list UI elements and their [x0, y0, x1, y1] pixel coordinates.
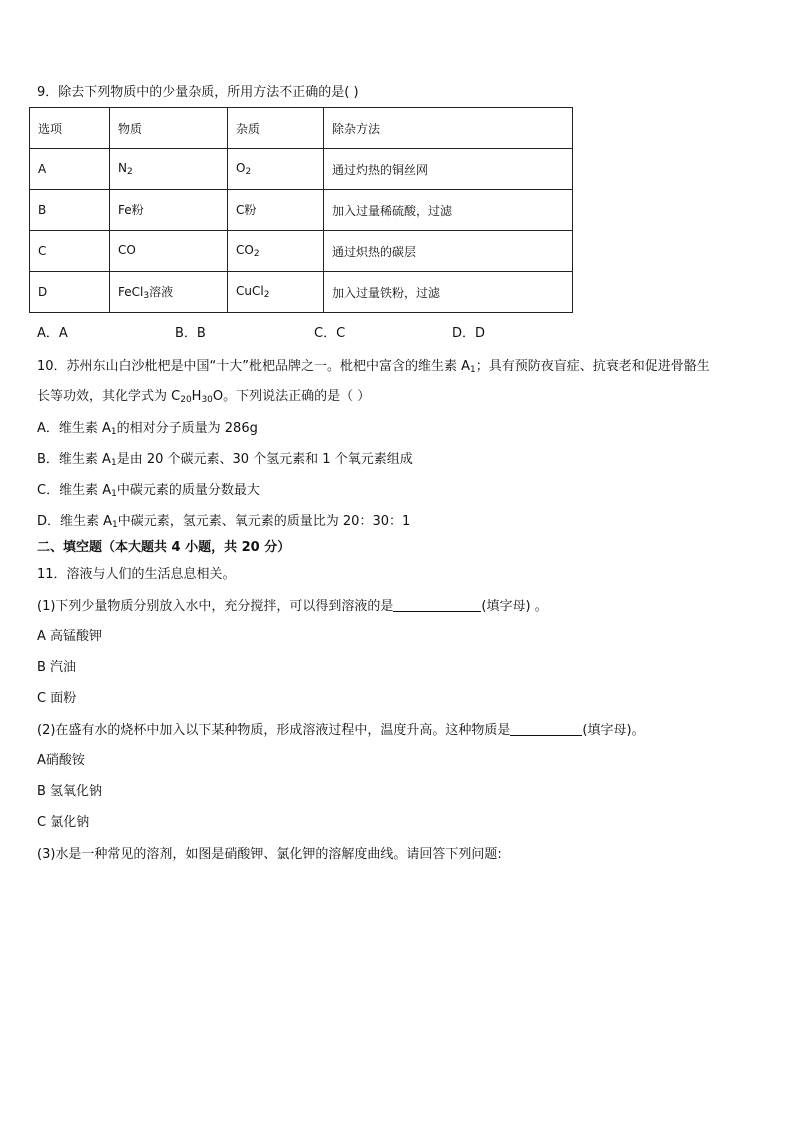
table-row — [30, 231, 573, 272]
q11-part2-option-a: A硝酸铵 — [37, 753, 85, 768]
table-row — [30, 190, 573, 231]
q9-table — [29, 107, 573, 313]
choice-d: D．D — [452, 326, 486, 341]
q10-option-b: B．维生素 $A_1$是由 20 个碳元素、30 个氢元素和 1 个氧元素组成 — [37, 452, 413, 468]
q11-stem: 11．溶液与人们的生活息息相关。 — [37, 567, 236, 582]
row-option: D — [30, 272, 110, 313]
choice-a: A．A — [37, 326, 68, 341]
row-substance: Fe粉 — [110, 190, 228, 231]
row-method: 通过炽热的碳层 — [324, 231, 573, 272]
q9-stem: 9．除去下列物质中的少量杂质，所用方法不正确的是( ) — [37, 85, 359, 100]
q10-option-c: C．维生素 $A_1$中碳元素的质量分数最大 — [37, 483, 260, 499]
q11-part1: (1)下列少量物质分别放入水中，充分搅拌，可以得到溶液的是 (填字母) 。 — [37, 599, 548, 614]
row-method: 加入过量铁粉，过滤 — [324, 272, 573, 313]
answer-blank[interactable] — [393, 597, 481, 612]
header-method: 除杂方法 — [324, 108, 573, 149]
choice-c: C．C — [314, 326, 346, 341]
q10-line1: 10．苏州东山白沙枇杷是中国“十大”枇杷品牌之一。枇杷中富含的维生素 $A_1$；具有预防夜盲症、抗衰老和促进骨骼生 — [37, 359, 710, 375]
table-row — [30, 149, 573, 190]
row-option: C — [30, 231, 110, 272]
row-substance: $N_2$ — [110, 149, 228, 190]
answer-blank[interactable] — [510, 721, 582, 736]
row-impurity: $O_2$ — [228, 149, 324, 190]
row-substance: FeCl$_3$溶液 — [110, 272, 228, 313]
header-option: 选项 — [30, 108, 110, 149]
q11-part1-option-a: A 高锰酸钾 — [37, 629, 103, 644]
section-heading: 二、填空题（本大题共 4 小题，共 20 分） — [37, 540, 291, 555]
row-impurity: CuCl$_2$ — [228, 272, 324, 313]
q10-option-a: A．维生素 $A_1$的相对分子质量为 286g — [37, 421, 258, 437]
row-option: B — [30, 190, 110, 231]
row-impurity: $CO_2$ — [228, 231, 324, 272]
q11-part1-option-c: C 面粉 — [37, 691, 77, 706]
header-substance: 物质 — [110, 108, 228, 149]
q11-part3: (3)水是一种常见的溶剂，如图是硝酸钾、氯化钾的溶解度曲线。请回答下列问题: — [37, 847, 502, 862]
q10-line2: 长等功效，其化学式为 $C_{20}H_{30}O$。下列说法正确的是（ ） — [37, 389, 371, 405]
choice-b: B．B — [175, 326, 206, 341]
row-method: 加入过量稀硫酸，过滤 — [324, 190, 573, 231]
q10-option-d: D．维生素 $A_1$中碳元素，氢元素、氧元素的质量比为 20：30：1 — [37, 514, 411, 530]
q11-part2-option-c: C 氯化钠 — [37, 815, 90, 830]
header-impurity: 杂质 — [228, 108, 324, 149]
q11-part2: (2)在盛有水的烧杯中加入以下某种物质，形成溶液过程中，温度升高。这种物质是 (填字母)。 — [37, 723, 645, 738]
q11-part1-option-b: B 汽油 — [37, 660, 77, 675]
q11-part2-option-b: B 氢氧化钠 — [37, 784, 103, 799]
row-option: A — [30, 149, 110, 190]
row-method: 通过灼热的铜丝网 — [324, 149, 573, 190]
table-row — [30, 272, 573, 313]
table-header-row — [30, 108, 573, 149]
row-substance: CO — [110, 231, 228, 272]
row-impurity: C粉 — [228, 190, 324, 231]
